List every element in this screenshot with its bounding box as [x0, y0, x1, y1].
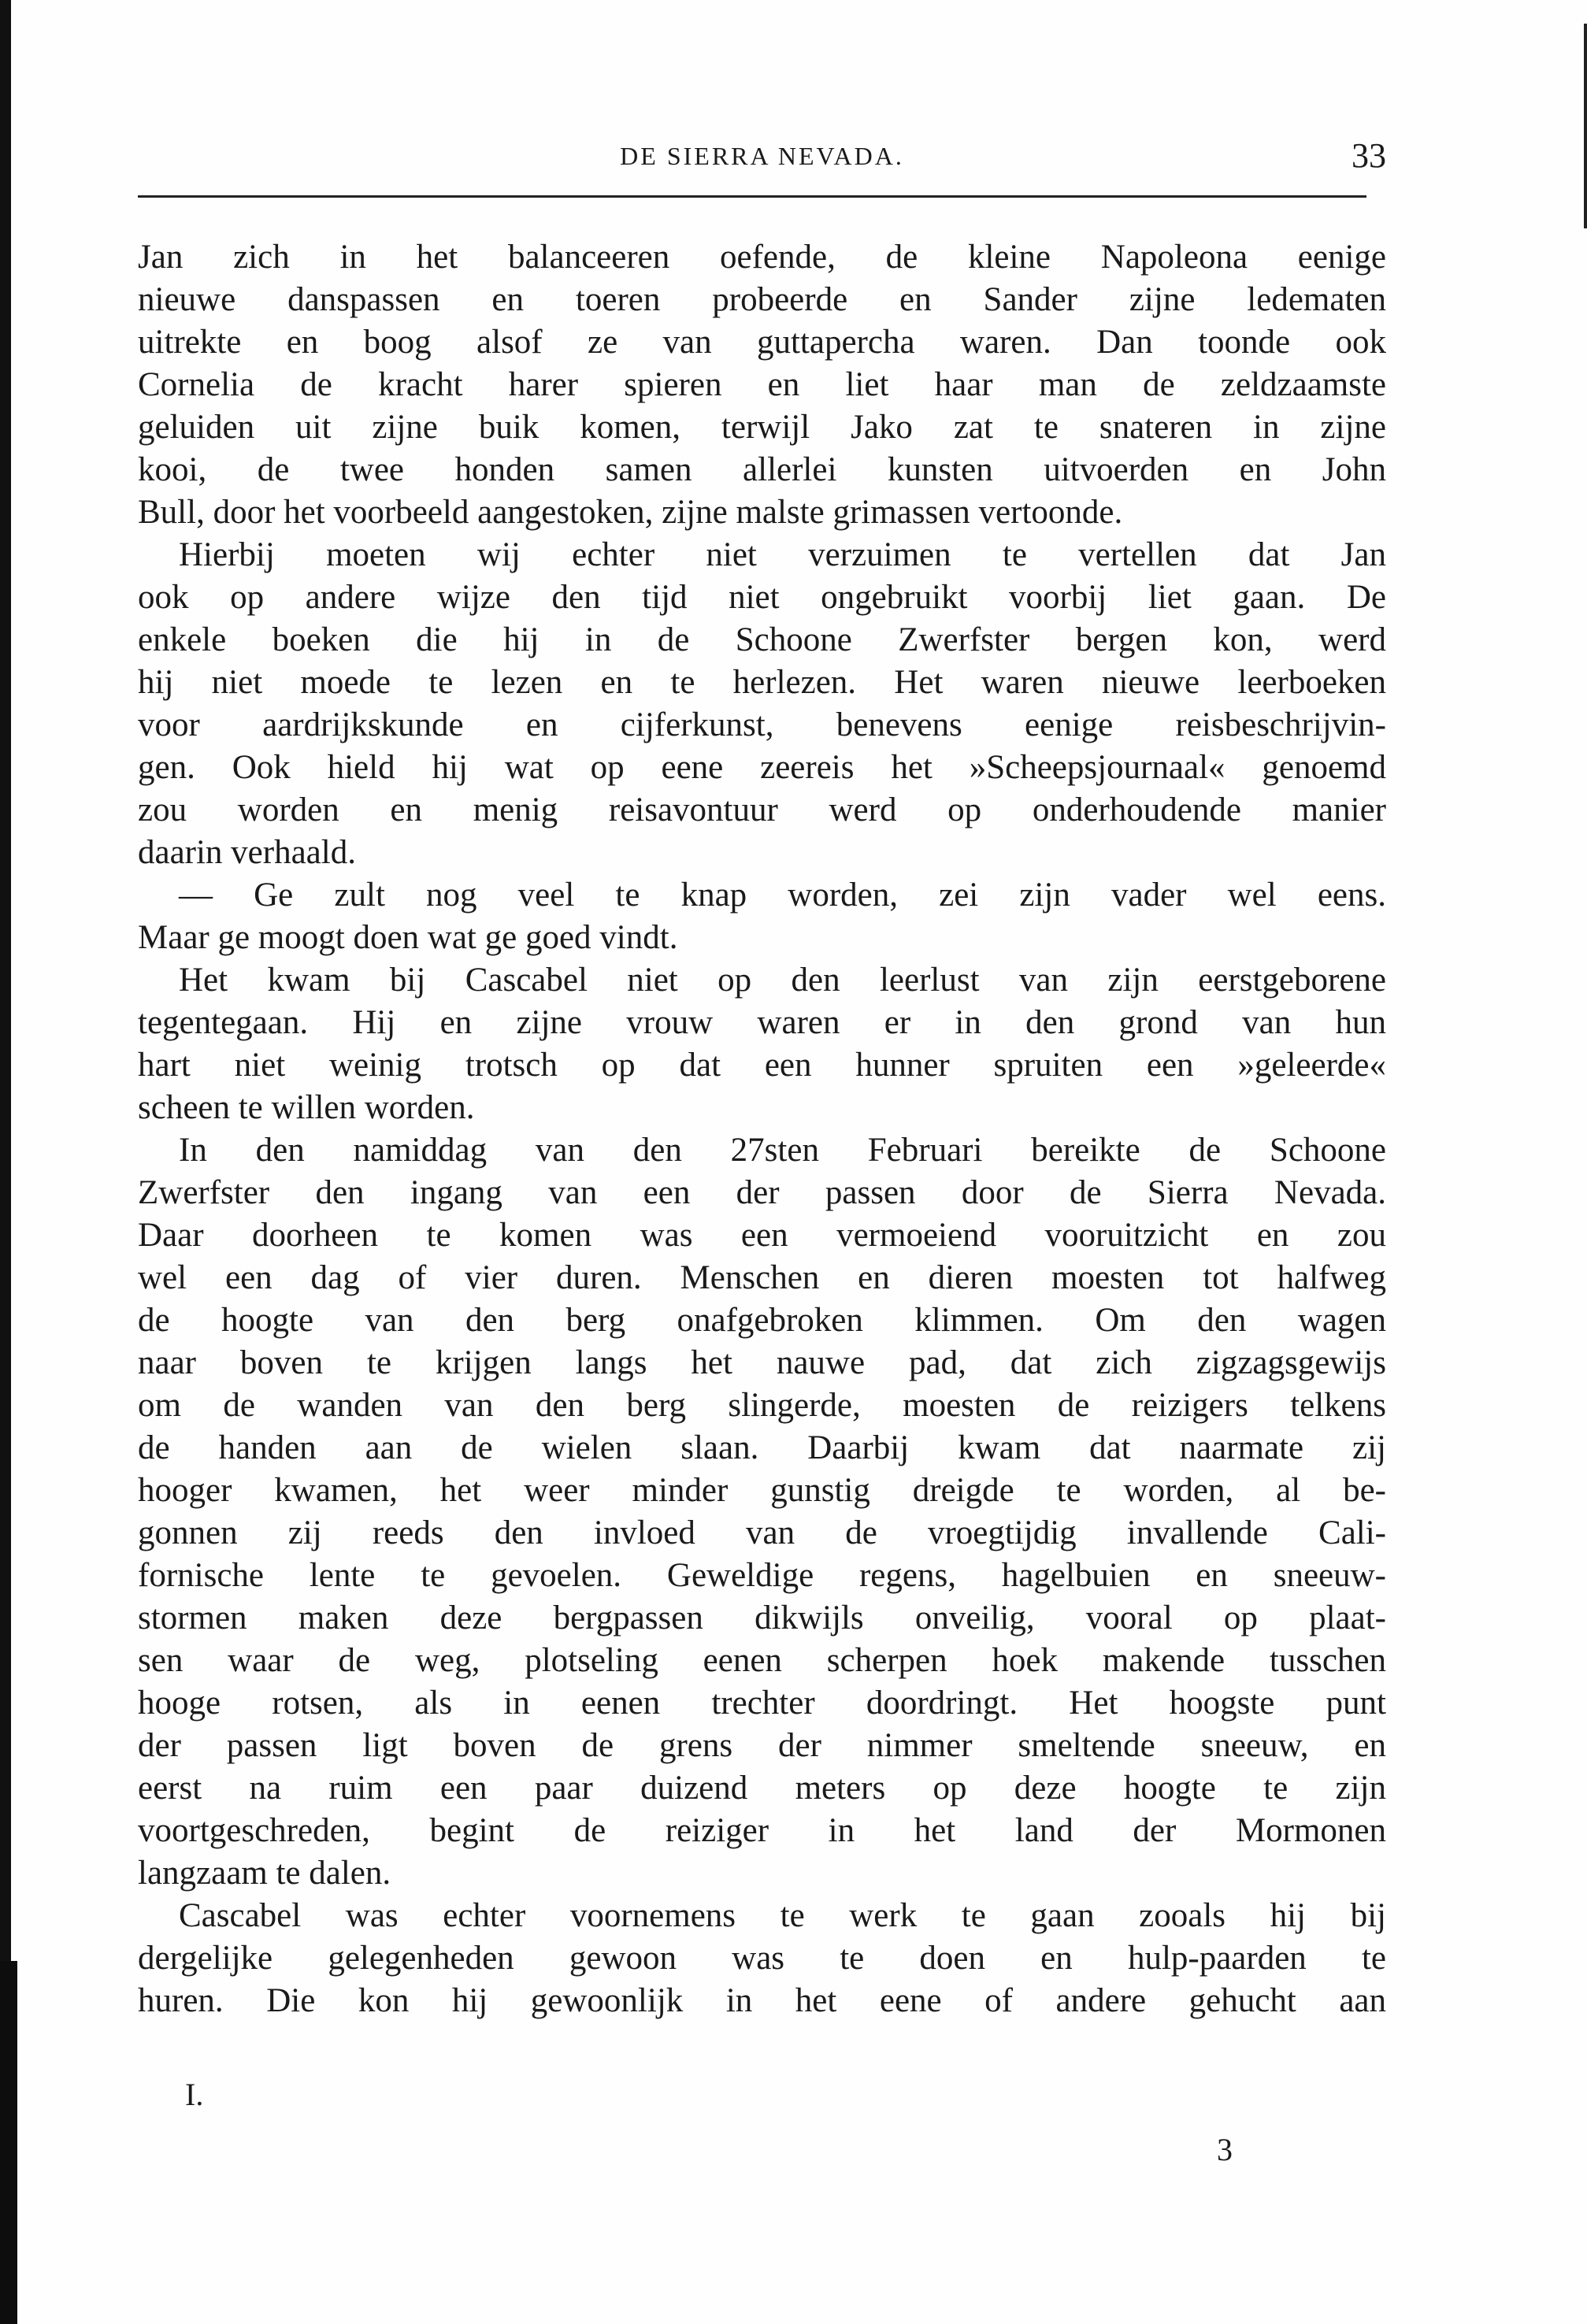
text-line: geluiden uit zijne buik komen, terwijl Jako zat te snateren in zijne — [138, 409, 1386, 446]
text-line: wel een dag of vier duren. Menschen en dieren moesten tot halfweg — [138, 1259, 1386, 1296]
text-line: huren. Die kon hij gewoonlijk in het eene of andere gehucht aan — [138, 1982, 1386, 2019]
text-line: langzaam te dalen. — [138, 1855, 391, 1892]
page-footer — [138, 2071, 1386, 2189]
text-line: Cascabel was echter voornemens te werk te gaan zooals hij bij — [179, 1897, 1386, 1934]
text-line: der passen ligt boven de grens der nimmer smeltende sneeuw, en — [138, 1727, 1386, 1764]
text-line: hooge rotsen, als in eenen trechter doordringt. Het hoogste punt — [138, 1685, 1386, 1722]
text-line: stormen maken deze bergpassen dikwijls onveilig, vooral op plaat- — [138, 1599, 1386, 1636]
text-line: dergelijke gelegenheden gewoon was te doen en hulp-paarden te — [138, 1940, 1386, 1977]
text-line: hart niet weinig trotsch op dat een hunner spruiten een »geleerde« — [138, 1047, 1386, 1084]
text-line: naar boven te krijgen langs het nauwe pad, dat zich zigzagsgewijs — [138, 1344, 1386, 1381]
text-line: voor aardrijkskunde en cijferkunst, benevens eenige reisbeschrijvin- — [138, 706, 1386, 743]
text-line: om de wanden van den berg slingerde, moesten de reizigers telkens — [138, 1387, 1386, 1424]
binding-edge-lower — [0, 1961, 17, 2324]
text-line: — Ge zult nog veel te knap worden, zei zijn vader wel eens. — [179, 877, 1386, 914]
text-line: tegentegaan. Hij en zijne vrouw waren er in den grond van hun — [138, 1004, 1386, 1041]
text-line: Zwerfster den ingang van een der passen door de Sierra Nevada. — [138, 1174, 1386, 1211]
text-line: daarin verhaald. — [138, 834, 356, 871]
text-line: Daar doorheen te komen was een vermoeiend vooruitzicht en zou — [138, 1217, 1386, 1254]
text-line: Het kwam bij Cascabel niet op den leerlust van zijn eerstgeborene — [179, 962, 1386, 999]
text-line: Bull, door het voorbeeld aangestoken, zijne malste grimassen vertoonde. — [138, 494, 1123, 531]
sheet-number: 3 — [1217, 2132, 1233, 2167]
header-rule — [138, 195, 1366, 198]
text-line: de hoogte van den berg onafgebroken klimmen. Om den wagen — [138, 1302, 1386, 1339]
text-line: scheen te willen worden. — [138, 1089, 475, 1126]
text-line: Hierbij moeten wij echter niet verzuimen te vertellen dat Jan — [179, 536, 1386, 573]
text-line: Cornelia de kracht harer spieren en liet haar man de zeldzaamste — [138, 366, 1386, 403]
text-line: uitrekte en boog alsof ze van guttapercha waren. Dan toonde ook — [138, 324, 1386, 361]
body-text — [138, 236, 1386, 2022]
text-line: eerst na ruim een paar duizend meters op deze hoogte te zijn — [138, 1770, 1386, 1807]
text-line: voortgeschreden, begint de reiziger in het land der Mormonen — [138, 1812, 1386, 1849]
text-line: hij niet moede te lezen en te herlezen. Het waren nieuwe leerboeken — [138, 664, 1386, 701]
running-title: DE SIERRA NEVADA. — [620, 142, 904, 170]
text-line: Jan zich in het balanceeren oefende, de kleine Napoleona eenige — [138, 239, 1386, 276]
page-number: 33 — [1352, 136, 1386, 175]
text-line: ook op andere wijze den tijd niet ongebruikt voorbij liet gaan. De — [138, 579, 1386, 616]
text-line: gonnen zij reeds den invloed van de vroegtijdig invallende Cali- — [138, 1514, 1386, 1551]
running-head — [138, 132, 1386, 180]
page-edge-right — [1584, 24, 1587, 228]
text-line: kooi, de twee honden samen allerlei kunsten uitvoerden en John — [138, 451, 1386, 488]
text-line: gen. Ook hield hij wat op eene zeereis het »Scheepsjournaal« genoemd — [138, 749, 1386, 786]
text-line: Maar ge moogt doen wat ge goed vindt. — [138, 919, 678, 956]
text-line: sen waar de weg, plotseling eenen scherpen hoek makende tusschen — [138, 1642, 1386, 1679]
text-line: zou worden en menig reisavontuur werd op onderhoudende manier — [138, 791, 1386, 828]
text-line: nieuwe danspassen en toeren probeerde en Sander zijne ledematen — [138, 281, 1386, 318]
text-line: enkele boeken die hij in de Schoone Zwerfster bergen kon, werd — [138, 621, 1386, 658]
signature-mark: I. — [185, 2077, 204, 2112]
text-line: hooger kwamen, het weer minder gunstig dreigde te worden, al be- — [138, 1472, 1386, 1509]
text-line: In den namiddag van den 27sten Februari bereikte de Schoone — [179, 1132, 1386, 1169]
text-line: de handen aan de wielen slaan. Daarbij kwam dat naarmate zij — [138, 1429, 1386, 1466]
text-line: fornische lente te gevoelen. Geweldige regens, hagelbuien en sneeuw- — [138, 1557, 1386, 1594]
